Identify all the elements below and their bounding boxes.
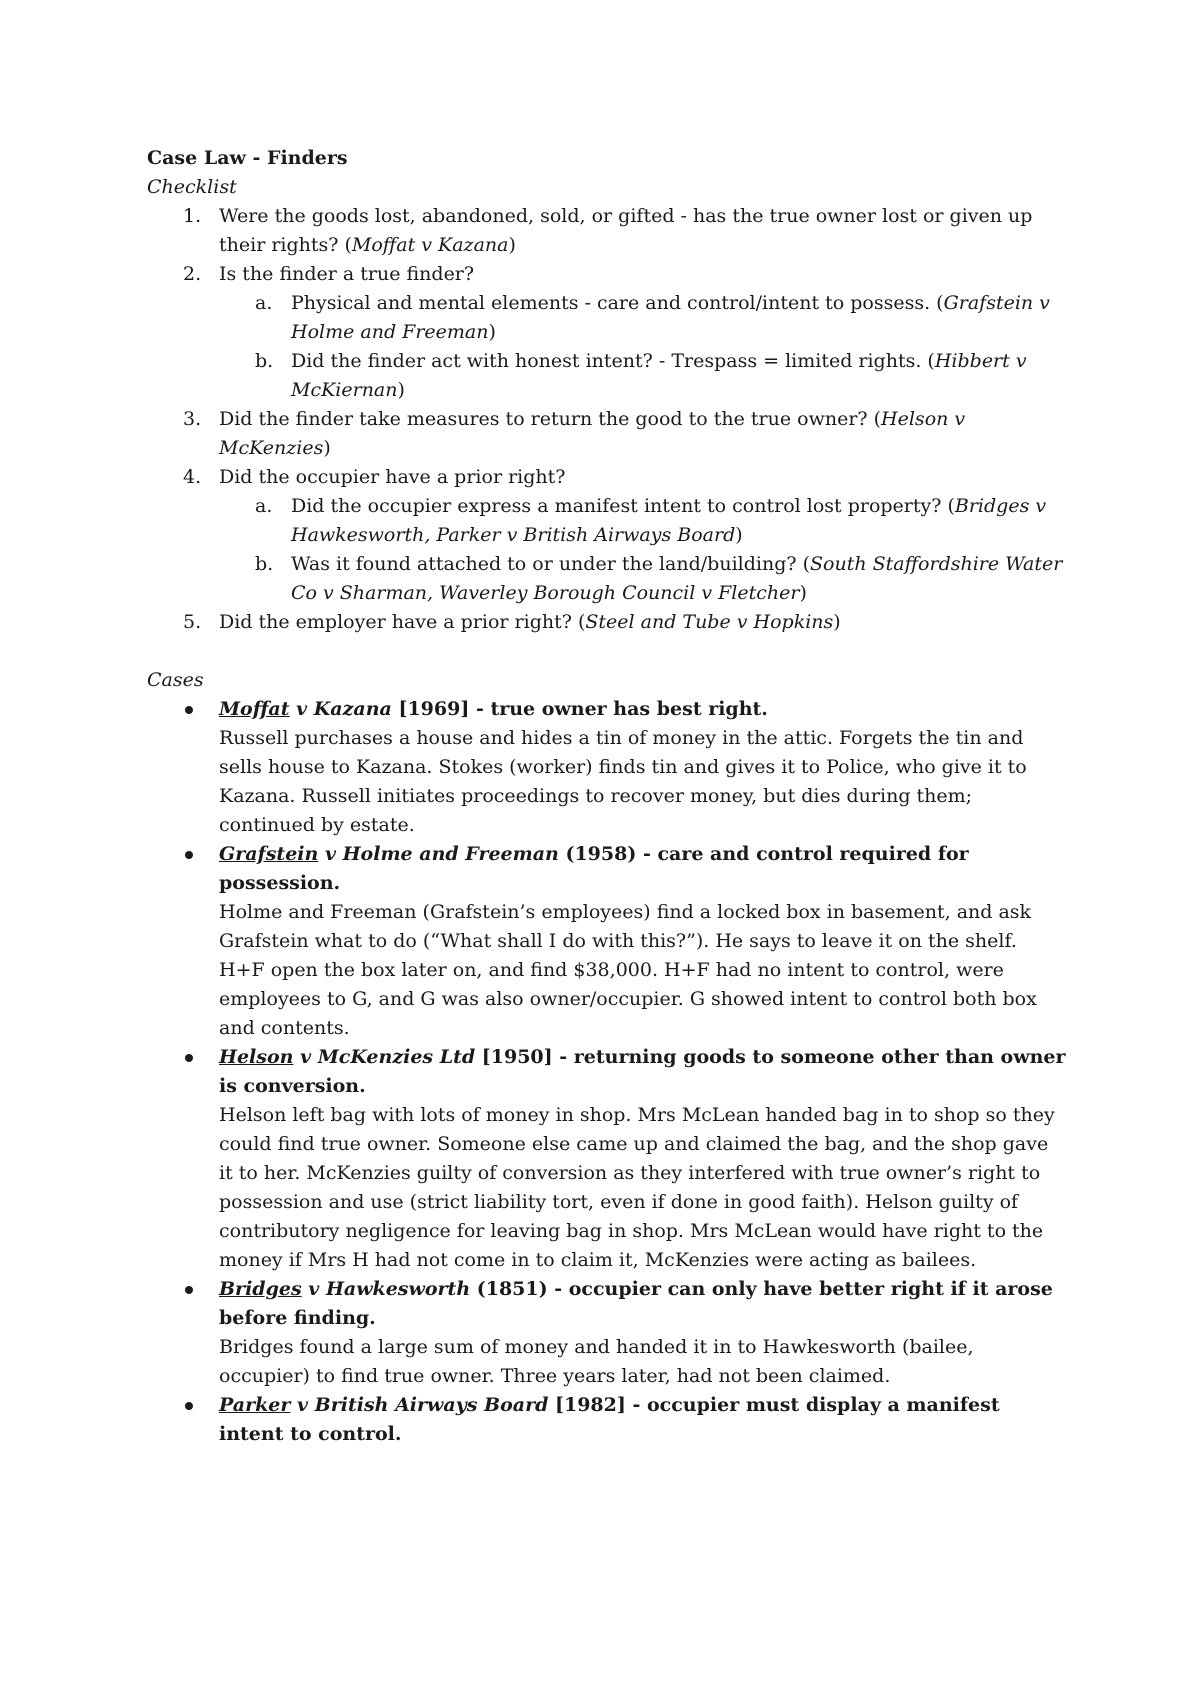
sub-item	[219, 289, 1067, 347]
case-v: v	[290, 1394, 315, 1416]
case-party-2: Hawkesworth	[325, 1278, 471, 1300]
case-party-1: Grafstein	[219, 843, 319, 865]
case-principle: [1969] - true owner has best right.	[391, 698, 768, 720]
sub-checklist	[219, 289, 1067, 405]
sub-item-citation: Hibbert v McKiernan	[291, 350, 1027, 401]
case-party-1: Bridges	[219, 1278, 302, 1300]
case-party-1: Parker	[219, 1394, 291, 1416]
document-title: Case Law - Finders	[147, 147, 348, 169]
item-text: Did the finder take measures to return the good to the true owner? (	[219, 408, 882, 430]
case-v: v	[289, 698, 314, 720]
sub-item-text: Did the finder act with honest intent? - Trespass = limited rights. (	[291, 350, 935, 372]
sub-item-letter: b.	[255, 553, 274, 575]
item-number: 5.	[183, 611, 202, 633]
sub-item-citation: South Staffordshire Water Co v Sharman, Waverley Borough Council v Fletcher	[291, 553, 1063, 604]
item-text: Did the employer have a prior right? (	[219, 611, 586, 633]
item-number: 3.	[183, 408, 202, 430]
checklist	[147, 202, 1067, 637]
sub-item	[219, 347, 1067, 405]
checklist-item	[147, 463, 1067, 608]
item-tail: )	[833, 611, 841, 633]
case-entry	[147, 1391, 1067, 1449]
case-v: v	[318, 843, 343, 865]
bullet-icon	[185, 851, 193, 859]
checklist-item	[147, 202, 1067, 260]
sub-item-tail: )	[735, 524, 743, 546]
checklist-item	[147, 608, 1067, 637]
case-principle: (1851) - occupier can only have better right if it arose before finding.	[219, 1278, 1053, 1329]
item-text: Did the occupier have a prior right?	[219, 466, 566, 488]
case-summary: Bridges found a large sum of money and handed it in to Hawkesworth (bailee, occupier) to find true owner. Three years later, had not been claimed.	[219, 1336, 974, 1387]
bullet-icon	[185, 1054, 193, 1062]
item-text: Is the finder a true finder?	[219, 263, 475, 285]
cases-list	[147, 695, 1067, 1449]
sub-item	[219, 550, 1067, 608]
case-entry	[147, 1275, 1067, 1391]
case-heading	[219, 1275, 1067, 1333]
sub-item-text: Did the occupier express a manifest intent to control lost property? (	[291, 495, 955, 517]
case-party-2: British Airways Board	[314, 1394, 549, 1416]
case-v: v	[301, 1278, 326, 1300]
case-principle: (1958) - care and control required for possession.	[219, 843, 969, 894]
case-summary: Russell purchases a house and hides a tin of money in the attic. Forgets the tin and sells house to Kazana. Stokes (worker) finds tin and gives it to Police, who give it to Kazana. Russell initiates proceedings to recover money, but dies during them; continued by estate.	[219, 727, 1027, 836]
item-citation: Moffat v Kazana	[351, 234, 509, 256]
case-entry	[147, 840, 1067, 1043]
item-number: 1.	[183, 205, 202, 227]
case-party-2: Holme and Freeman	[342, 843, 559, 865]
case-heading	[219, 695, 1067, 724]
case-heading	[219, 840, 1067, 898]
sub-item	[219, 492, 1067, 550]
sub-item-tail: )	[397, 379, 405, 401]
item-citation: Helson v McKenzies	[219, 408, 966, 459]
item-number: 4.	[183, 466, 202, 488]
sub-item-tail: )	[799, 582, 807, 604]
case-principle: [1982] - occupier must display a manifest intent to control.	[219, 1394, 1000, 1445]
sub-item-citation: Bridges v Hawkesworth, Parker v British Airways Board	[291, 495, 1047, 546]
item-tail: )	[323, 437, 331, 459]
sub-item-letter: a.	[255, 292, 273, 314]
sub-item-text: Was it found attached to or under the land/building? (	[291, 553, 811, 575]
document-body	[147, 144, 1067, 1449]
sub-item-letter: b.	[255, 350, 274, 372]
sub-item-tail: )	[488, 321, 496, 343]
checklist-heading: Checklist	[147, 176, 237, 198]
sub-item-letter: a.	[255, 495, 273, 517]
case-party-1: Helson	[219, 1046, 294, 1068]
sub-checklist	[219, 492, 1067, 608]
case-heading	[219, 1043, 1067, 1101]
case-party-2: Kazana	[313, 698, 392, 720]
case-summary: Helson left bag with lots of money in shop. Mrs McLean handed bag in to shop so they could find true owner. Someone else came up and claimed the bag, and the shop gave it to her. McKenzies guilty of conversion as they interfered with true owner’s right to possession and use (strict liability tort, even if done in good faith). Helson guilty of contributory negligence for leaving bag in shop. Mrs McLean would have right to the money if Mrs H had not come in to claim it, McKenzies were acting as bailees.	[219, 1104, 1055, 1271]
section-spacer	[147, 637, 1067, 666]
case-entry	[147, 695, 1067, 840]
case-summary: Holme and Freeman (Grafstein’s employees) find a locked box in basement, and ask Grafstein what to do (“What shall I do with this?”). He says to leave it on the shelf. H+F open the box later on, and find $38,000. H+F had no intent to control, were employees to G, and G was also owner/occupier. G showed intent to control both box and contents.	[219, 901, 1037, 1039]
item-citation: Steel and Tube v Hopkins	[585, 611, 834, 633]
item-tail: )	[508, 234, 516, 256]
case-party-2: McKenzies Ltd	[317, 1046, 476, 1068]
bullet-icon	[185, 1402, 193, 1410]
checklist-item	[147, 260, 1067, 405]
cases-heading: Cases	[147, 669, 204, 691]
item-text: Were the goods lost, abandoned, sold, or gifted - has the true owner lost or given up their rights? (	[219, 205, 1033, 256]
case-principle: [1950] - returning goods to someone other than owner is conversion.	[219, 1046, 1066, 1097]
case-v: v	[293, 1046, 318, 1068]
bullet-icon	[185, 706, 193, 714]
sub-item-text: Physical and mental elements - care and control/intent to possess. (	[291, 292, 944, 314]
case-entry	[147, 1043, 1067, 1275]
case-party-1: Moffat	[219, 698, 290, 720]
item-number: 2.	[183, 263, 202, 285]
bullet-icon	[185, 1286, 193, 1294]
sub-item-citation: Grafstein v Holme and Freeman	[291, 292, 1050, 343]
case-heading	[219, 1391, 1067, 1449]
checklist-item	[147, 405, 1067, 463]
